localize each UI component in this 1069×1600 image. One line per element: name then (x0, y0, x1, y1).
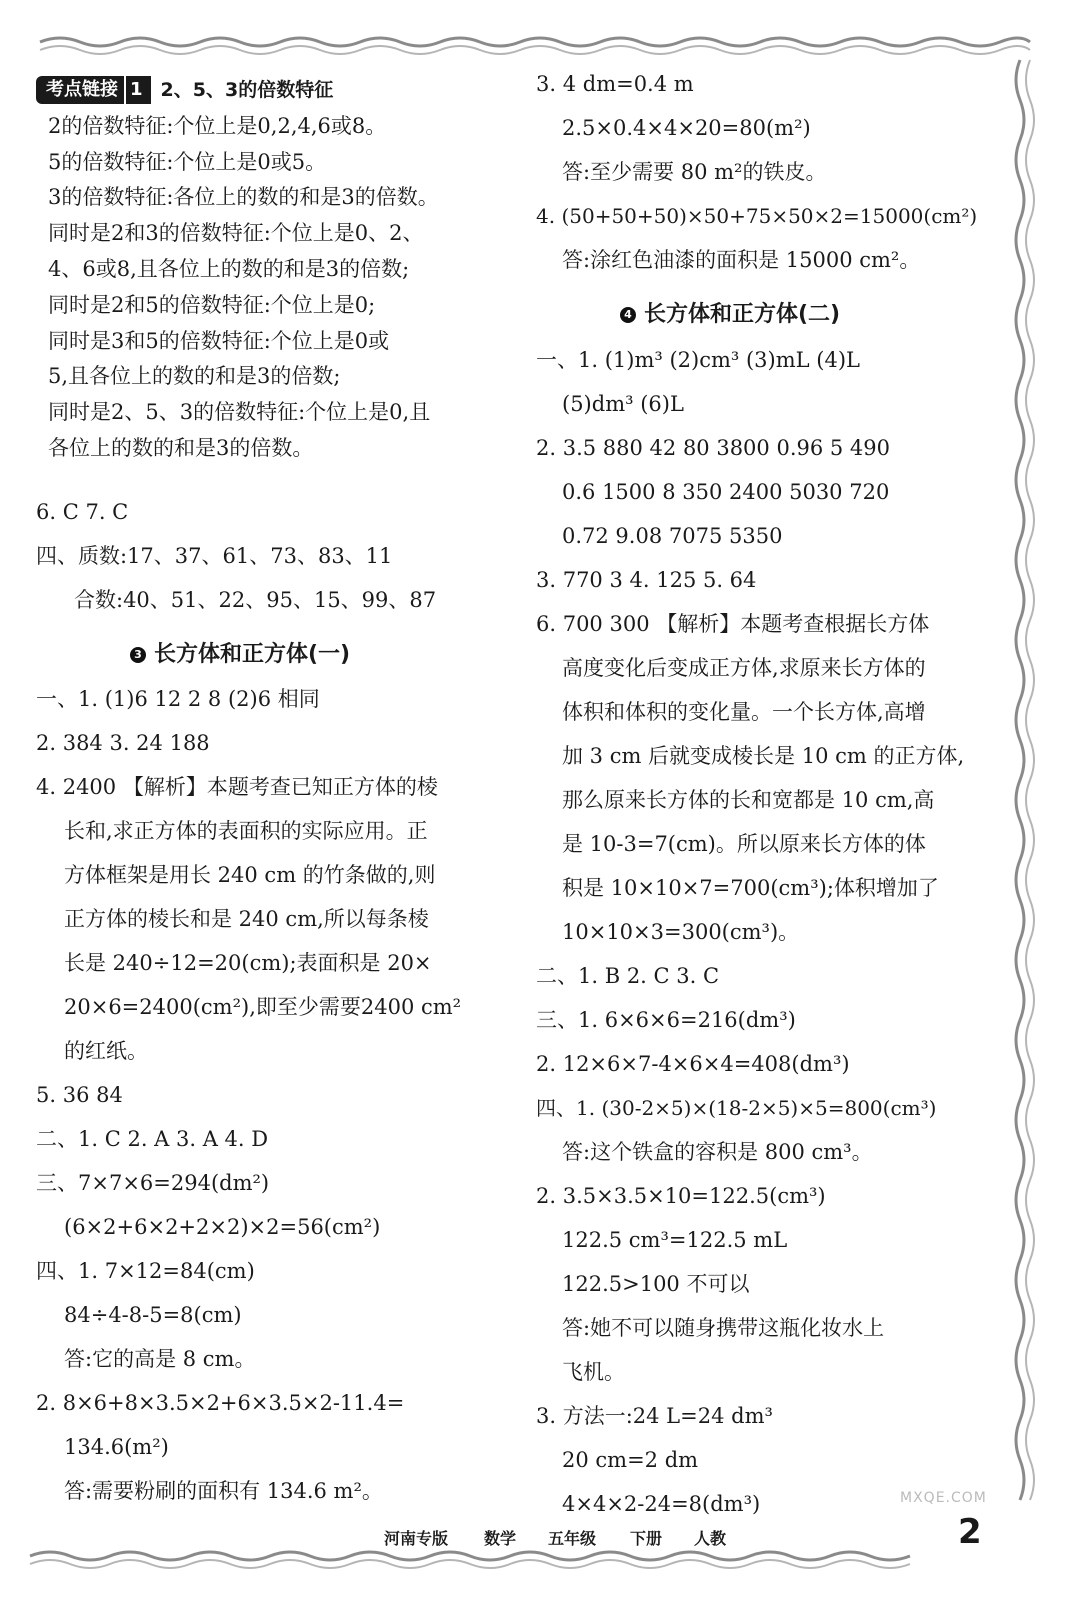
text-line: 各位上的数的和是3的倍数。 (48, 436, 314, 460)
text-line: 是 10-3=7(cm)。所以原来长方体的体 (562, 832, 926, 856)
text-line: 答:它的高是 8 cm。 (64, 1347, 256, 1371)
answer-line: 二、1. B 2. C 3. C (536, 964, 720, 988)
section-title: 长方体和正方体(一) (154, 642, 351, 667)
text-line: 飞机。 (562, 1360, 625, 1384)
text-line: 的红纸。 (64, 1039, 148, 1063)
answer-line: 2. 8×6+8×3.5×2+6×3.5×2-11.4= (36, 1391, 405, 1415)
text-line: 同时是2和3的倍数特征:个位上是0、2、 (48, 221, 424, 245)
kaodian-tag (36, 76, 333, 104)
text-line: 正方体的棱长和是 240 cm,所以每条棱 (64, 907, 429, 931)
text-line: 同时是2、5、3的倍数特征:个位上是0,且 (48, 400, 431, 424)
text-line: 20×6=2400(cm²),即至少需要2400 cm² (64, 995, 462, 1019)
answer-line: 6. C 7. C (36, 500, 129, 524)
answer-line: 2. 384 3. 24 188 (36, 731, 210, 755)
page-footer (0, 1524, 1069, 1554)
answer-line: 2. 12×6×7-4×6×4=408(dm³) (536, 1052, 850, 1076)
text-line: 0.72 9.08 7075 5350 (562, 524, 783, 548)
answer-line: 一、1. (1)6 12 2 8 (2)6 相同 (36, 687, 320, 711)
text-line: 答:她不可以随身携带这瓶化妆水上 (562, 1316, 885, 1340)
text-line: 3的倍数特征:各位上的数的和是3的倍数。 (48, 185, 439, 209)
text-line: 答:至少需要 80 m²的铁皮。 (562, 160, 827, 184)
text-line: 同时是2和5的倍数特征:个位上是0; (48, 293, 376, 317)
answer-line: 3. 4 dm=0.4 m (536, 72, 694, 96)
text-line: 长和,求正方体的表面积的实际应用。正 (64, 819, 428, 843)
answer-line: 5. 36 84 (36, 1083, 123, 1107)
section-number-badge: 3 (130, 647, 146, 663)
text-line: 加 3 cm 后就变成棱长是 10 cm 的正方体, (562, 744, 965, 768)
footer-volume: 下册 (630, 1529, 663, 1548)
text-line: 5的倍数特征:个位上是0或5。 (48, 150, 327, 174)
text-line: 答:需要粉刷的面积有 134.6 m²。 (64, 1479, 383, 1503)
text-line: (6×2+6×2+2×2)×2=56(cm²) (64, 1215, 381, 1239)
answer-line: 一、1. (1)m³ (2)cm³ (3)mL (4)L (536, 348, 860, 372)
text-line: 体积和体积的变化量。一个长方体,高增 (562, 700, 926, 724)
answer-line: 4. 2400 【解析】本题考查已知正方体的棱 (36, 775, 438, 799)
footer-subject: 数学 (484, 1529, 517, 1548)
section-title: 长方体和正方体(二) (644, 302, 841, 327)
text-line: 122.5 cm³=122.5 mL (562, 1228, 788, 1252)
text-line: 122.5>100 不可以 (562, 1272, 750, 1296)
text-line: 长是 240÷12=20(cm);表面积是 20× (64, 951, 432, 975)
answer-line: 3. 方法一:24 L=24 dm³ (536, 1404, 773, 1428)
text-line: 2.5×0.4×4×20=80(m²) (562, 116, 811, 140)
answer-line: 三、1. 6×6×6=216(dm³) (536, 1008, 796, 1032)
answer-line: 2. 3.5×3.5×10=122.5(cm³) (536, 1184, 826, 1208)
section-number-badge: 4 (620, 307, 636, 323)
text-line: 10×10×3=300(cm³)。 (562, 920, 800, 944)
footer-grade: 五年级 (548, 1529, 597, 1548)
kaodian-label: 考点链接 (36, 76, 124, 104)
answer-line: 四、质数:17、37、61、73、83、11 (36, 544, 393, 568)
answer-line: 二、1. C 2. A 3. A 4. D (36, 1127, 269, 1151)
text-line: 0.6 1500 8 350 2400 5030 720 (562, 480, 890, 504)
answer-line: 四、1. (30-2×5)×(18-2×5)×5=800(cm³) (536, 1096, 937, 1120)
kaodian-title: 2、5、3的倍数特征 (160, 79, 334, 101)
text-line: 4×4×2-24=8(dm³) (562, 1492, 761, 1516)
text-line: 方体框架是用长 240 cm 的竹条做的,则 (64, 863, 436, 887)
watermark-text: MXQE.COM (900, 1490, 987, 1506)
section-heading-4 (620, 300, 840, 330)
section-heading-3 (130, 640, 350, 670)
text-line: 2的倍数特征:个位上是0,2,4,6或8。 (48, 114, 387, 138)
answer-line: 四、1. 7×12=84(cm) (36, 1259, 255, 1283)
answer-line: 2. 3.5 880 42 80 3800 0.96 5 490 (536, 436, 891, 460)
text-line: 134.6(m²) (64, 1435, 169, 1459)
text-line: 同时是3和5的倍数特征:个位上是0或 (48, 329, 390, 353)
text-line: 4、6或8,且各位上的数的和是3的倍数; (48, 257, 410, 281)
text-line: 积是 10×10×7=700(cm³);体积增加了 (562, 876, 939, 900)
text-line: 答:涂红色油漆的面积是 15000 cm²。 (562, 248, 921, 272)
footer-publisher: 人教 (694, 1529, 727, 1548)
text-line: (5)dm³ (6)L (562, 392, 684, 416)
text-line: 答:这个铁盒的容积是 800 cm³。 (562, 1140, 873, 1164)
text-line: 20 cm=2 dm (562, 1448, 699, 1472)
text-line: 5,且各位上的数的和是3的倍数; (48, 364, 341, 388)
answer-line: 6. 700 300 【解析】本题考查根据长方体 (536, 612, 930, 636)
answer-line: 4. (50+50+50)×50+75×50×2=15000(cm²) (536, 204, 978, 228)
text-line: 84÷4-8-5=8(cm) (64, 1303, 242, 1327)
kaodian-number: 1 (124, 76, 151, 104)
answer-line: 合数:40、51、22、95、15、99、87 (74, 588, 437, 612)
text-line: 那么原来长方体的长和宽都是 10 cm,高 (562, 788, 935, 812)
page-number: 2 (958, 1512, 982, 1552)
footer-edition: 河南专版 (384, 1529, 449, 1548)
answer-line: 三、7×7×6=294(dm²) (36, 1171, 270, 1195)
answer-line: 3. 770 3 4. 125 5. 64 (536, 568, 757, 592)
text-line: 高度变化后变成正方体,求原来长方体的 (562, 656, 926, 680)
